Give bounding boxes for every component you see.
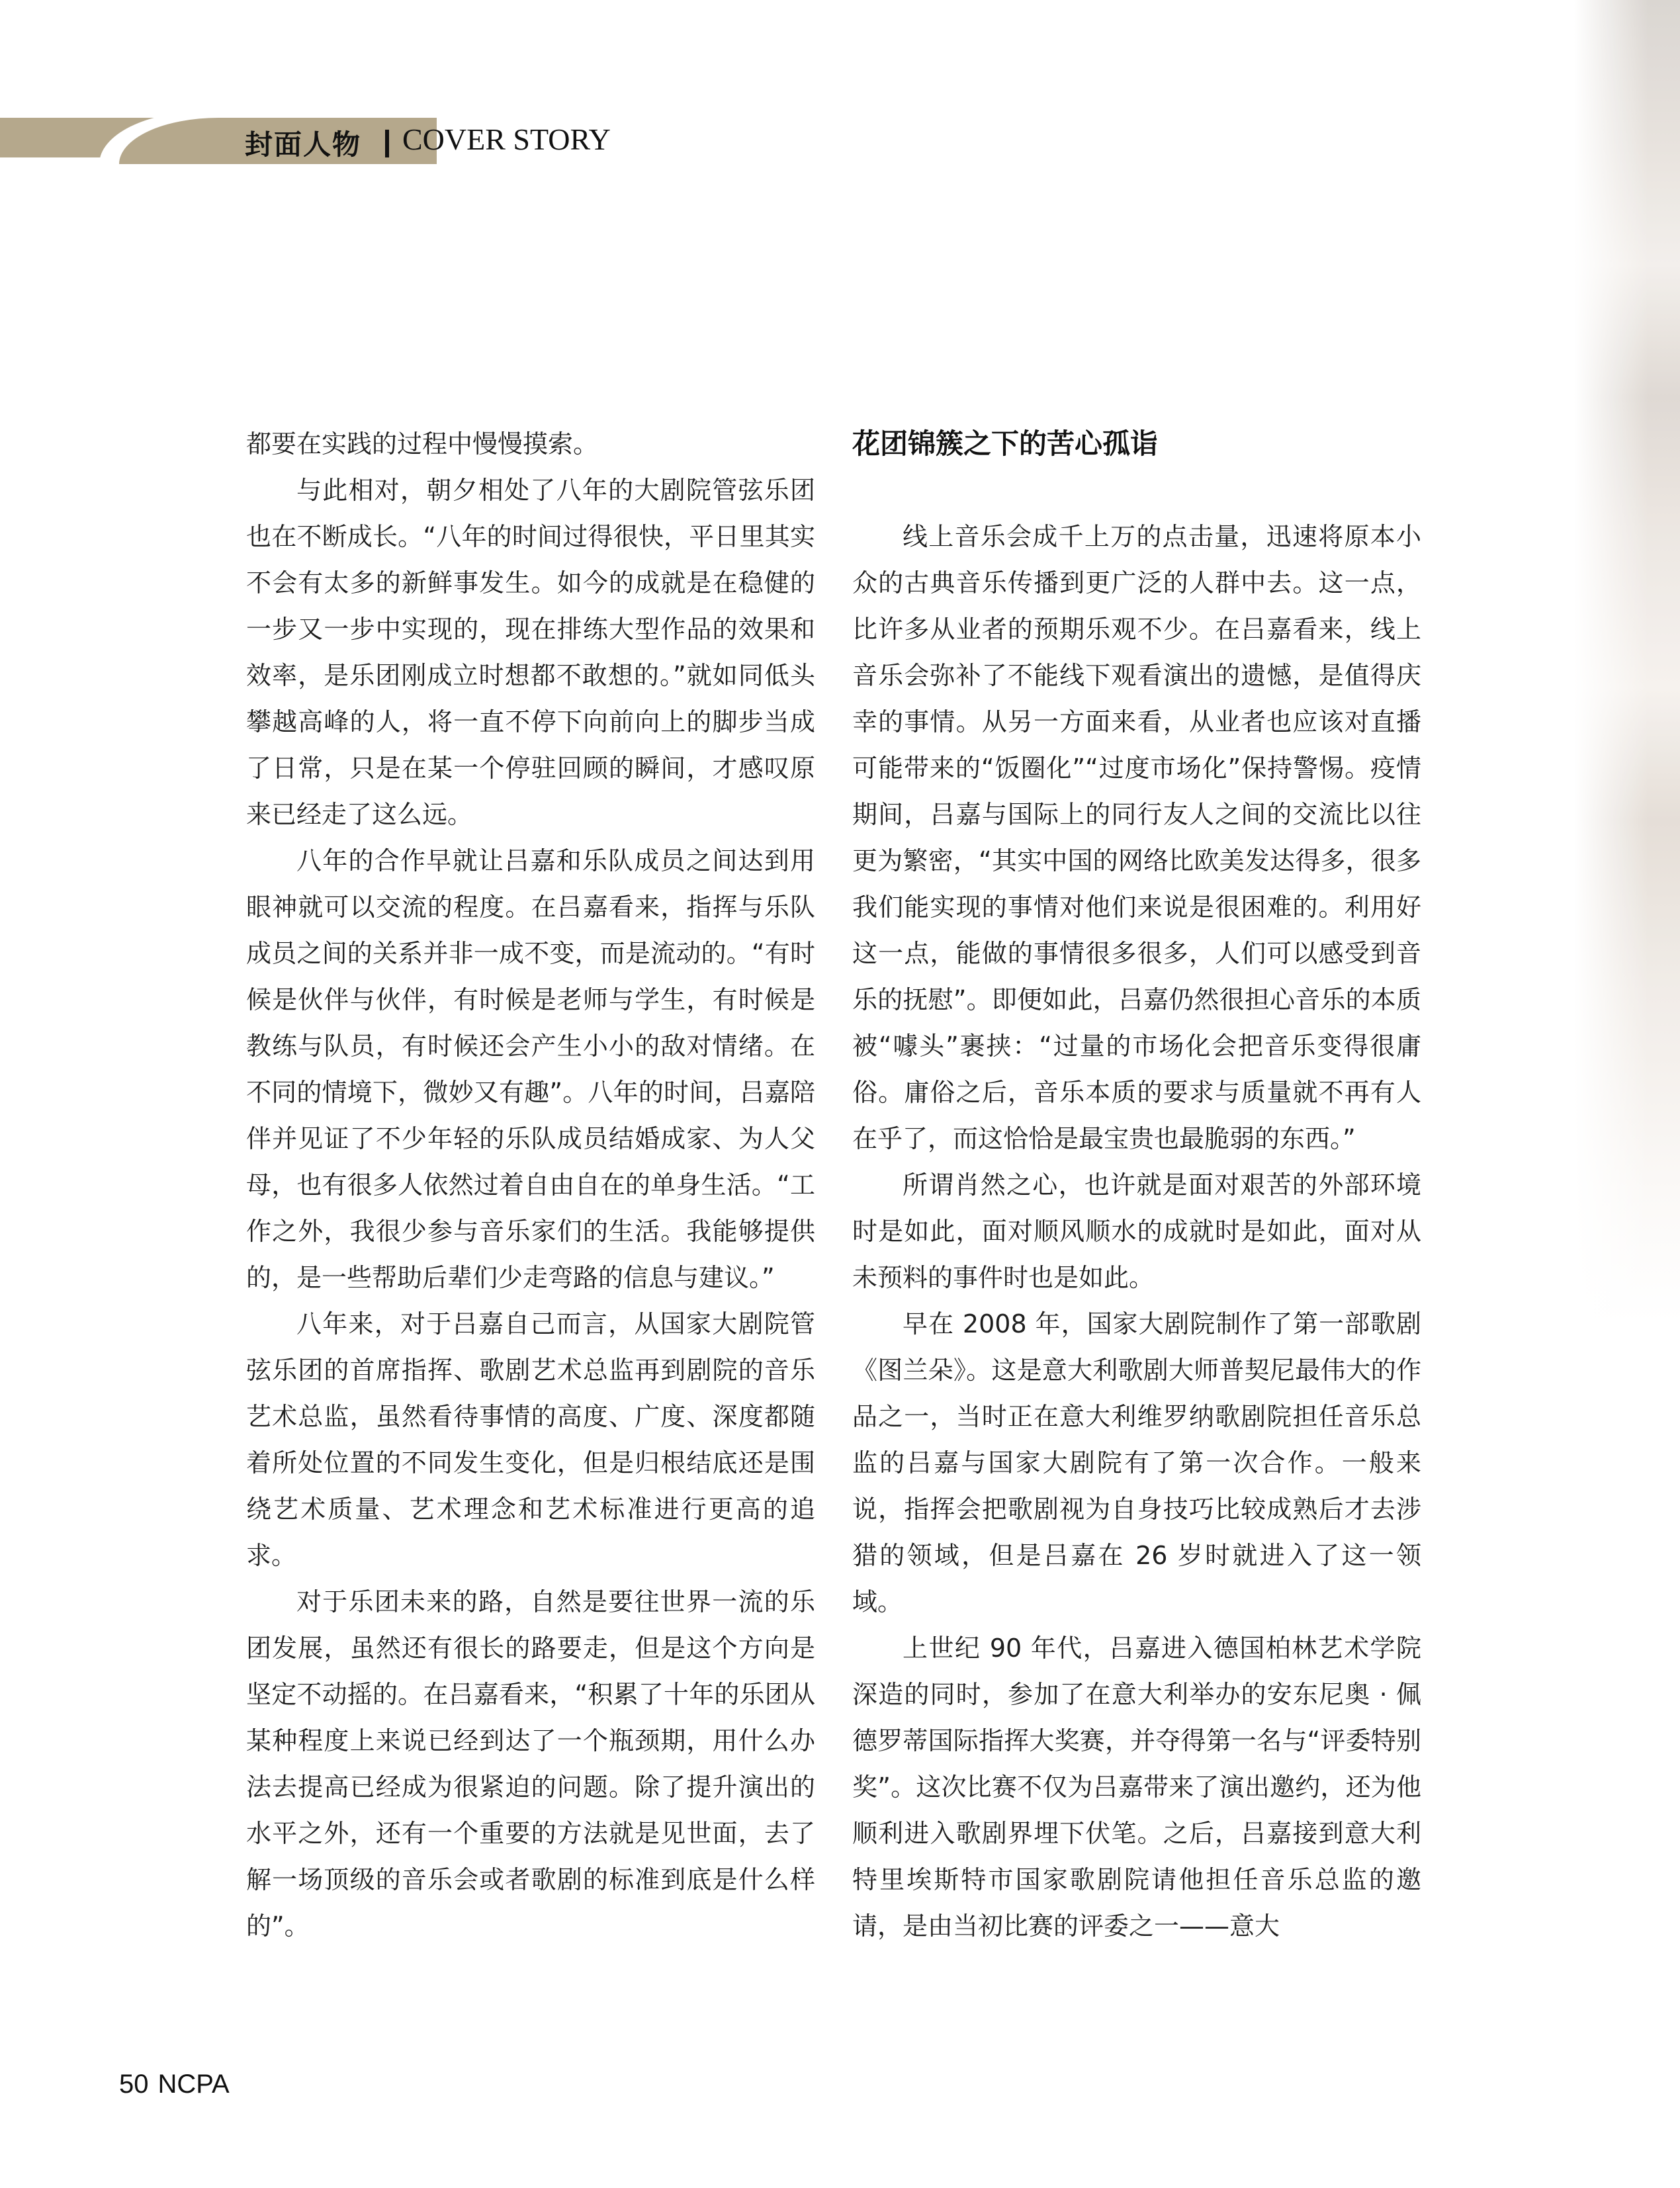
paragraph: 都要在实践的过程中慢慢摸索。 (246, 429, 599, 459)
page-number: 50 (119, 2070, 149, 2099)
magazine-name: NCPA (157, 2070, 230, 2099)
paragraph: 线上音乐会成千上万的点击量，迅速将原本小众的古典音乐传播到更广泛的人群中去。这一点，比许多从业者的预期乐观不少。在吕嘉看来，线上音乐会弥补了不能线下观看演出的遗憾，是值得庆幸的事情。从另一方面来看，从业者也应该对直播可能带来的“饭圈化”“过度市场化”保持警惕。疫情期间，吕嘉与国际上的同行友人之间的交流比以往更为繁密，“其实中国的网络比欧美发达得多，很多我们能实现的事情对他们来说是很困难的。利用好这一点，能做的事情很多很多，人们可以感受到音乐的抚慰”。即便如此，吕嘉仍然很担心音乐的本质被“噱头”裹挟：“过量的市场化会把音乐变得很庸俗。庸俗之后，音乐本质的要求与质量就不再有人在乎了，而这恰恰是最宝贵也最脆弱的东西。” (852, 522, 1421, 1153)
paragraph: 八年的合作早就让吕嘉和乐队成员之间达到用眼神就可以交流的程度。在吕嘉看来，指挥与乐队成员之间的关系并非一成不变，而是流动的。“有时候是伙伴与伙伴，有时候是老师与学生，有时候是教练与队员，有时候还会产生小小的敌对情绪。在不同的情境下，微妙又有趣”。八年的时间，吕嘉陪伴并见证了不少年轻的乐队成员结婚成家、为人父母，也有很多人依然过着自由自在的单身生活。“工作之外，我很少参与音乐家们的生活。我能够提供的，是一些帮助后辈们少走弯路的信息与建议。” (246, 846, 815, 1292)
edge-photo-strip (1574, 0, 1680, 1323)
left-column (246, 421, 815, 1949)
right-column (852, 421, 1421, 1949)
section-title-cn: 封面人物 (245, 128, 362, 161)
section-subheading: 花团锦簇之下的苦心孤诣 (852, 427, 1159, 460)
paragraph: 所谓肖然之心，也许就是面对艰苦的外部环境时是如此，面对顺风顺水的成就时是如此，面对从未预料的事件时也是如此。 (852, 1170, 1421, 1292)
paragraph: 八年来，对于吕嘉自己而言，从国家大剧院管弦乐团的首席指挥、歌剧艺术总监再到剧院的音乐艺术总监，虽然看待事情的高度、广度、深度都随着所处位置的不同发生变化，但是归根结底还是围绕艺术质量、艺术理念和艺术标准进行更高的追求。 (246, 1309, 815, 1570)
paragraph: 与此相对，朝夕相处了八年的大剧院管弦乐团也在不断成长。“八年的时间过得很快，平日里其实不会有太多的新鲜事发生。如今的成就是在稳健的一步又一步中实现的，现在排练大型作品的效果和效率，是乐团刚成立时想都不敢想的。”就如同低头攀越高峰的人，将一直不停下向前向上的脚步当成了日常，只是在某一个停驻回顾的瞬间，才感叹原来已经走了这么远。 (246, 476, 815, 829)
paragraph: 早在 2008 年，国家大剧院制作了第一部歌剧《图兰朵》。这是意大利歌剧大师普契尼最伟大的作品之一，当时正在意大利维罗纳歌剧院担任音乐总监的吕嘉与国家大剧院有了第一次合作。一般来说，指挥会把歌剧视为自身技巧比较成熟后才去涉猎的领域，但是吕嘉在 26 岁时就进入了这一领域。 (852, 1309, 1421, 1616)
page-footer (119, 2070, 239, 2099)
section-title-en: COVER STORY (402, 122, 611, 156)
paragraph: 上世纪 90 年代，吕嘉进入德国柏林艺术学院深造的同时，参加了在意大利举办的安东尼奥 · 佩德罗蒂国际指挥大奖赛，并夺得第一名与“评委特别奖”。这次比赛不仅为吕嘉带来了演出邀约，还为他顺利进入歌剧界埋下伏笔。之后，吕嘉接到意大利特里埃斯特市国家歌剧院请他担任音乐总监的邀请，是由当初比赛的评委之一——意大 (852, 1634, 1421, 1941)
paragraph: 对于乐团未来的路，自然是要往世界一流的乐团发展，虽然还有很长的路要走，但是这个方向是坚定不动摇的。在吕嘉看来，“积累了十年的乐团从某种程度上来说已经到达了一个瓶颈期，用什么办法去提高已经成为很紧迫的问题。除了提升演出的水平之外，还有一个重要的方法就是见世面，去了解一场顶级的音乐会或者歌剧的标准到底是什么样的”。 (246, 1587, 815, 1941)
section-divider (385, 130, 389, 157)
